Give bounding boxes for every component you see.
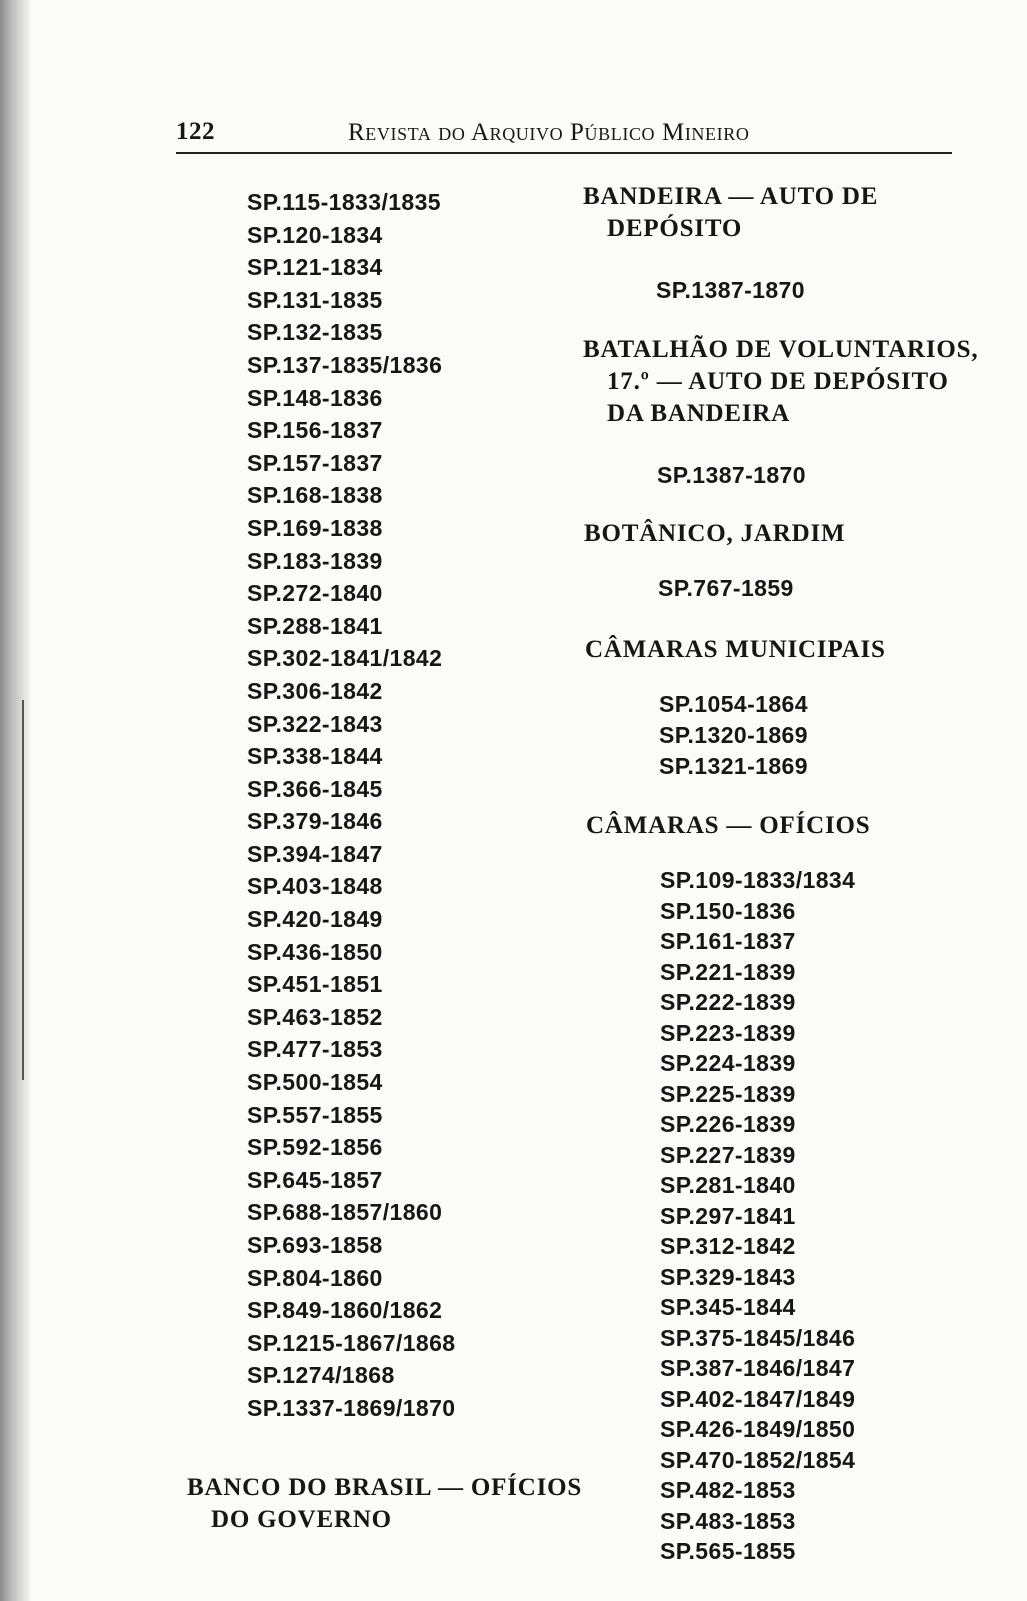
heading-batalhao: [583, 334, 978, 430]
code-entry: SP.1321-1869: [659, 753, 808, 779]
batalhao-code-list: [657, 460, 806, 491]
code-entry: SP.366-1845: [247, 775, 383, 802]
code-entry: SP.565-1855: [660, 1538, 796, 1564]
heading-camaras-municipais: [585, 634, 886, 666]
code-entry: SP.137-1835/1836: [247, 351, 443, 378]
code-entry: SP.131-1835: [247, 286, 383, 313]
code-entry: SP.693-1858: [247, 1232, 383, 1258]
heading-line: DA BANDEIRA: [607, 400, 791, 427]
code-entry: SP.426-1849/1850: [660, 1416, 856, 1442]
code-entry: SP.120-1834: [247, 221, 383, 248]
code-entry: SP.109-1833/1834: [660, 867, 856, 893]
running-title: Revista do Arquivo Público Mineiro: [348, 119, 750, 146]
heading-bandeira: [583, 181, 878, 245]
code-entry: SP.156-1837: [247, 417, 383, 444]
heading-line: BANCO DO BRASIL — OFÍCIOS: [187, 1474, 583, 1501]
bandeira-code-list: [656, 275, 805, 306]
code-entry: SP.470-1852/1854: [660, 1446, 856, 1473]
code-entry: SP.157-1837: [247, 449, 383, 476]
code-entry: SP.688-1857/1860: [247, 1199, 443, 1226]
code-entry: SP.226-1839: [660, 1111, 796, 1137]
code-entry: SP.403-1848: [247, 873, 383, 900]
heading-line: CÂMARAS MUNICIPAIS: [585, 636, 886, 663]
code-entry: SP.115-1833/1835: [247, 189, 441, 215]
code-entry: SP.227-1839: [660, 1141, 796, 1168]
code-entry: SP.1320-1869: [659, 722, 808, 748]
code-entry: SP.150-1836: [660, 897, 796, 924]
code-entry: SP.1387-1870: [656, 277, 805, 303]
code-entry: SP.121-1834: [247, 254, 383, 281]
code-entry: SP.1387-1870: [657, 462, 806, 488]
heading-camaras-oficios: [586, 810, 870, 842]
code-entry: SP.451-1851: [247, 971, 383, 998]
code-entry: SP.168-1838: [247, 482, 383, 509]
code-entry: SP.306-1842: [247, 677, 383, 704]
page-number: 122: [176, 118, 215, 145]
code-entry: SP.322-1843: [247, 710, 383, 737]
code-entry: SP.387-1846/1847: [660, 1355, 856, 1381]
code-entry: SP.767-1859: [658, 575, 794, 601]
code-entry: SP.148-1836: [247, 384, 383, 411]
code-entry: SP.436-1850: [247, 938, 383, 965]
code-entry: SP.223-1839: [660, 1019, 796, 1046]
code-entry: SP.1054-1864: [659, 691, 808, 717]
code-entry: SP.420-1849: [247, 906, 383, 933]
code-entry: SP.281-1840: [660, 1172, 796, 1198]
code-entry: SP.338-1844: [247, 743, 383, 770]
code-entry: SP.132-1835: [247, 319, 383, 346]
code-entry: SP.225-1839: [660, 1080, 796, 1107]
heading-line: 17.º — AUTO DE DEPÓSITO: [607, 368, 949, 395]
code-entry: SP.379-1846: [247, 808, 383, 835]
heading-line: DEPÓSITO: [607, 215, 743, 242]
heading-line: BATALHÃO DE VOLUNTARIOS,: [583, 336, 979, 363]
left-code-list: [247, 186, 455, 1425]
page-header: [176, 118, 952, 154]
code-entry: SP.222-1839: [660, 989, 796, 1015]
code-entry: SP.161-1837: [660, 928, 796, 954]
code-entry: SP.463-1852: [247, 1003, 383, 1030]
code-entry: SP.288-1841: [247, 612, 383, 639]
camaras-municipais-code-list: [659, 689, 808, 782]
code-entry: SP.169-1838: [247, 514, 383, 541]
code-entry: SP.1215-1867/1868: [247, 1329, 456, 1356]
code-entry: SP.302-1841/1842: [247, 645, 443, 672]
heading-banco-do-brasil: [187, 1472, 582, 1536]
code-entry: SP.297-1841: [660, 1202, 796, 1229]
book-binding-edge: [0, 0, 30, 1601]
code-entry: SP.183-1839: [247, 547, 383, 574]
code-entry: SP.402-1847/1849: [660, 1385, 856, 1412]
code-entry: SP.804-1860: [247, 1264, 383, 1291]
code-entry: SP.1274/1868: [247, 1362, 395, 1389]
code-entry: SP.312-1842: [660, 1233, 796, 1259]
code-entry: SP.557-1855: [247, 1101, 383, 1128]
code-entry: SP.645-1857: [247, 1166, 383, 1193]
code-entry: SP.483-1853: [660, 1507, 796, 1534]
code-entry: SP.592-1856: [247, 1134, 383, 1161]
heading-line: DO GOVERNO: [211, 1506, 392, 1533]
heading-botanico: [584, 518, 845, 550]
heading-line: BOTÂNICO, JARDIM: [584, 520, 846, 547]
code-entry: SP.1337-1869/1870: [247, 1394, 456, 1421]
code-entry: SP.482-1853: [660, 1477, 796, 1503]
camaras-oficios-code-list: [660, 865, 855, 1567]
code-entry: SP.477-1853: [247, 1036, 383, 1063]
heading-line: CÂMARAS — OFÍCIOS: [586, 812, 871, 839]
code-entry: SP.224-1839: [660, 1050, 796, 1076]
code-entry: SP.272-1840: [247, 580, 383, 607]
code-entry: SP.221-1839: [660, 958, 796, 985]
code-entry: SP.329-1843: [660, 1263, 796, 1290]
code-entry: SP.500-1854: [247, 1069, 383, 1096]
code-entry: SP.849-1860/1862: [247, 1297, 443, 1324]
code-entry: SP.375-1845/1846: [660, 1324, 856, 1351]
botanico-code-list: [658, 573, 794, 604]
code-entry: SP.345-1844: [660, 1294, 796, 1320]
heading-line: BANDEIRA — AUTO DE: [583, 183, 879, 210]
code-entry: SP.394-1847: [247, 840, 383, 867]
